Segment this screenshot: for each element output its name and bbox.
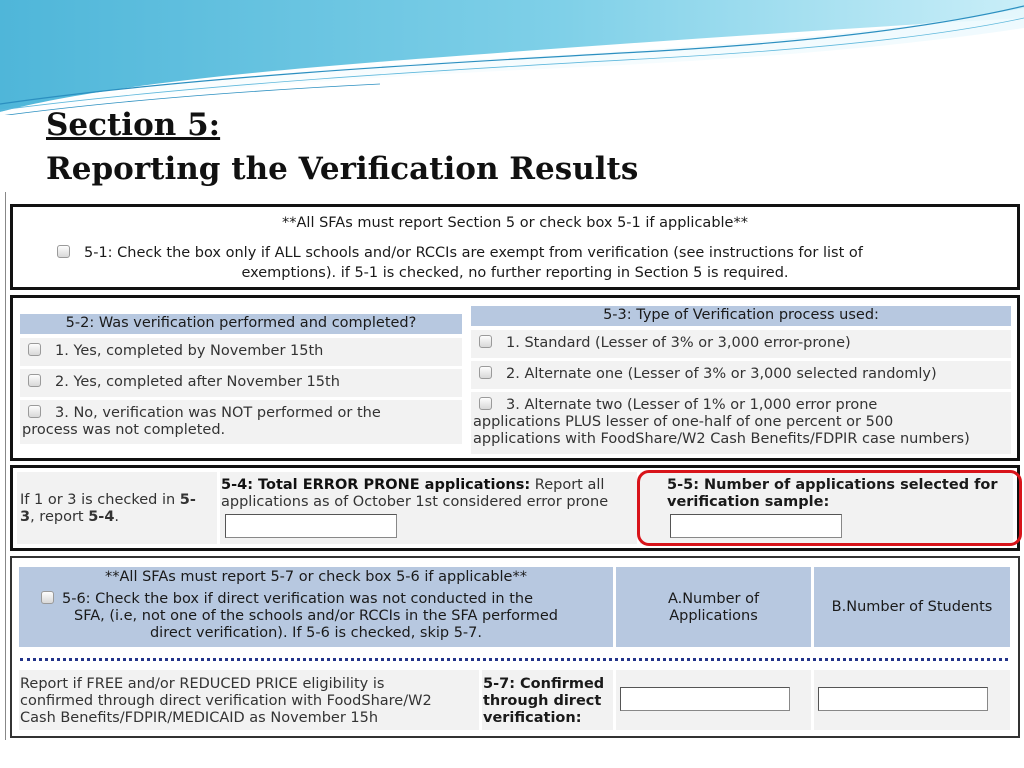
col-b-header-text: B.Number of Students xyxy=(831,599,993,615)
section-5-6-5-7-panel xyxy=(10,556,1020,738)
title-line-subject: Reporting the Verification Results xyxy=(46,151,639,187)
header-wave-decoration xyxy=(0,0,1024,115)
instruction-text: If 1 or 3 is checked in 5- 3, report 5-4. xyxy=(20,492,196,525)
q55-label: 5-5: Number of applications selected for verification sample: xyxy=(667,477,998,510)
dotted-separator xyxy=(20,658,1008,661)
col-a-header-text: A.Number of Applications xyxy=(667,591,760,624)
q53-header: 5-3: Type of Verification process used: xyxy=(471,306,1011,326)
q56-note: **All SFAs must report 5-7 or check box 5-6 if applicable** xyxy=(105,569,527,585)
q53-option-2[interactable]: 2. Alternate one (Lesser of 3% or 3,000 selected randomly) xyxy=(471,361,1011,389)
item-5-1-line2: exemptions). if 5-1 is checked, no further reporting in Section 5 is required. xyxy=(241,265,789,281)
checkbox-5-6[interactable] xyxy=(41,591,54,604)
q56-line2: SFA, (i.e, not one of the schools and/or RCCIs in the SFA performed xyxy=(73,608,558,624)
section-5-note: **All SFAs must report Section 5 or check box 5-1 if applicable** xyxy=(282,215,748,231)
q52-option-3[interactable]: 3. No, verification was NOT performed or the process was not completed. xyxy=(20,400,462,444)
q53-option-1-checkbox[interactable] xyxy=(479,335,492,348)
q56-line1: 5-6: Check the box if direct verification was not conducted in the xyxy=(41,591,613,608)
title-line-section: Section 5: xyxy=(46,107,221,143)
checkbox-5-1[interactable] xyxy=(57,245,70,258)
q52-option-2-checkbox[interactable] xyxy=(28,374,41,387)
page-title xyxy=(46,104,638,192)
q54-input[interactable] xyxy=(225,514,397,538)
q57-col-a-input[interactable] xyxy=(620,687,790,711)
q57-col-b-input[interactable] xyxy=(818,687,988,711)
section-5-2-5-3-panel xyxy=(10,295,1020,461)
q54-label: 5-4: Total ERROR PRONE applications: Report all applications as of October 1st considered error prone xyxy=(221,477,609,510)
q52-option-3-checkbox[interactable] xyxy=(28,405,41,418)
q53-option-3[interactable]: 3. Alternate two (Lesser of 1% or 1,000 error prone applications PLUS lesser of one-half of one percent or 500 applications with FoodShare/W2 Cash Benefits/FDPIR case numbers) xyxy=(471,392,1011,454)
left-divider xyxy=(5,192,6,740)
q52-option-1[interactable]: 1. Yes, completed by November 15th xyxy=(20,338,462,366)
q52-option-1-checkbox[interactable] xyxy=(28,343,41,356)
q52-header: 5-2: Was verification performed and completed? xyxy=(20,314,462,334)
item-5-1-line1: 5-1: Check the box only if ALL schools and/or RCCIs are exempt from verification (see instructions for list of xyxy=(57,245,1017,262)
q52-option-2[interactable]: 2. Yes, completed after November 15th xyxy=(20,369,462,397)
q53-option-3-checkbox[interactable] xyxy=(479,397,492,410)
q57-description: Report if FREE and/or REDUCED PRICE eligibility is confirmed through direct verification with FoodShare/W2 Cash Benefits/FDPIR/MEDICAID as November 15h xyxy=(20,676,432,726)
q53-option-1[interactable]: 1. Standard (Lesser of 3% or 3,000 error-prone) xyxy=(471,330,1011,358)
q56-line3: direct verification). If 5-6 is checked, skip 5-7. xyxy=(149,625,483,641)
q53-option-2-checkbox[interactable] xyxy=(479,366,492,379)
q57-label: 5-7: Confirmed through direct verification: xyxy=(483,676,605,726)
q55-highlight-outline xyxy=(637,470,1022,546)
section-5-1-panel xyxy=(10,204,1020,290)
